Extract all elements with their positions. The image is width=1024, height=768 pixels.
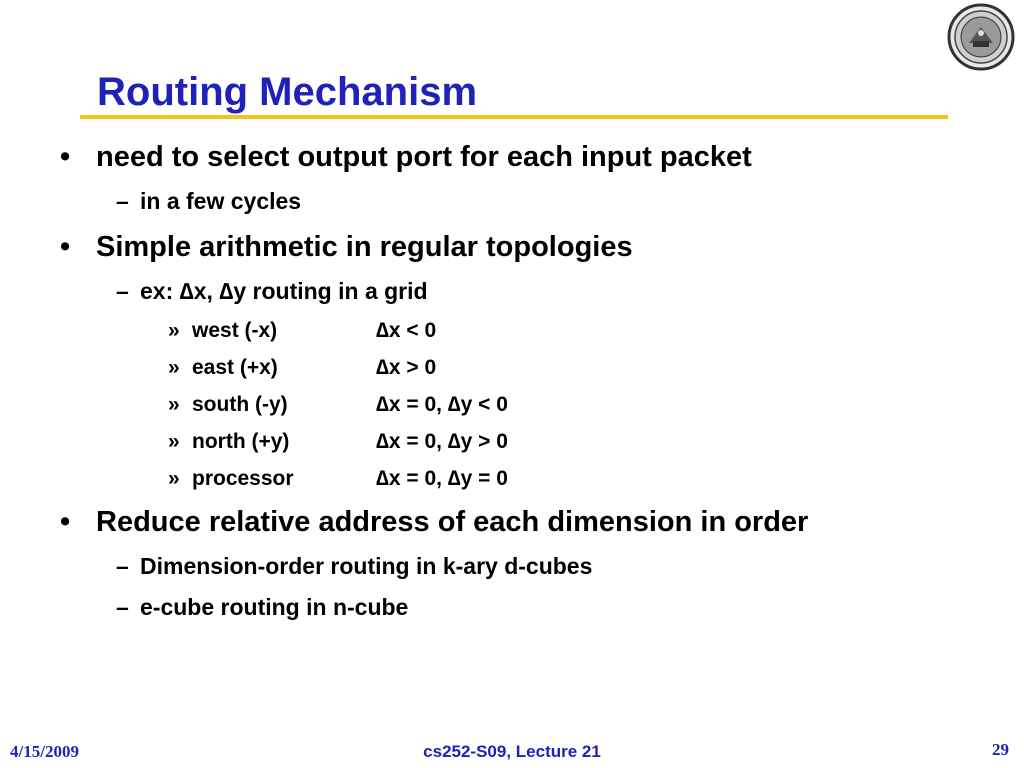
dash-marker: – — [116, 553, 129, 579]
page-number: 29 — [992, 740, 1009, 759]
dash-marker: – — [116, 278, 129, 304]
dash-marker: – — [116, 188, 129, 214]
routing-rule-label: north (+y) — [192, 430, 290, 453]
footer-date: 4/15/2009 — [10, 742, 79, 761]
chevron-marker: » — [168, 393, 180, 416]
sub-bullet-3-1-text: Dimension-order routing in k-ary d-cubes — [140, 553, 593, 579]
bullet-3-text: Reduce relative address of each dimension in order — [96, 506, 809, 538]
routing-rule-condition: ∆x = 0, ∆y < 0 — [376, 393, 508, 416]
sub-bullet-2-1-text: ex: ∆x, ∆y routing in a grid — [140, 278, 428, 304]
chevron-marker: » — [168, 467, 180, 490]
bullet-marker: • — [60, 231, 71, 263]
bullet-marker: • — [60, 141, 71, 173]
routing-rule-condition: ∆x = 0, ∆y = 0 — [376, 467, 508, 490]
chevron-marker: » — [168, 319, 180, 342]
chevron-marker: » — [168, 356, 180, 379]
footer-course: cs252-S09, Lecture 21 — [423, 742, 601, 761]
routing-rule-label: east (+x) — [192, 356, 278, 379]
university-seal-icon — [947, 3, 1015, 71]
slide-title: Routing Mechanism — [97, 70, 478, 114]
routing-rule-label: west (-x) — [192, 319, 278, 342]
routing-rule-condition: ∆x < 0 — [376, 319, 437, 342]
bullet-2-text: Simple arithmetic in regular topologies — [96, 231, 633, 263]
title-underline — [80, 115, 948, 119]
sub-bullet-3-2-text: e-cube routing in n-cube — [140, 594, 409, 620]
bullet-1-text: need to select output port for each input packet — [96, 141, 752, 173]
bullet-marker: • — [60, 506, 71, 538]
sub-bullet-1-1-text: in a few cycles — [140, 188, 302, 214]
routing-rule-condition: ∆x > 0 — [376, 356, 437, 379]
routing-rule-label: south (-y) — [192, 393, 288, 416]
dash-marker: – — [116, 594, 129, 620]
routing-rule-condition: ∆x = 0, ∆y > 0 — [376, 430, 508, 453]
routing-rule-label: processor — [192, 467, 294, 490]
chevron-marker: » — [168, 430, 180, 453]
